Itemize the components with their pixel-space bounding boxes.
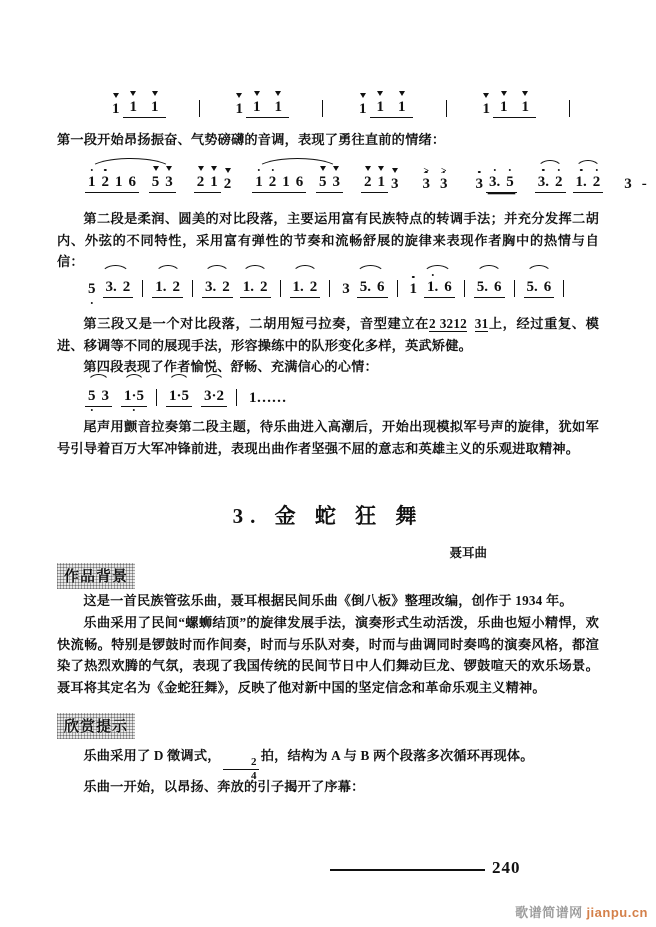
note: 2 xyxy=(266,173,280,191)
measure xyxy=(474,278,505,298)
beamed-group xyxy=(85,173,139,193)
measure xyxy=(480,98,537,118)
paragraph-section-four: 第四段表现了作者愉悦、舒畅、充满信心的心情： xyxy=(83,359,378,374)
note: 1 xyxy=(282,174,290,190)
bar-line xyxy=(446,100,447,117)
note: - xyxy=(641,176,647,192)
bar-line xyxy=(280,280,281,297)
time-signature-numerator: 2 xyxy=(223,757,259,770)
note: 1 xyxy=(370,98,392,116)
note: 2 xyxy=(194,173,208,191)
note: 3·2 xyxy=(204,388,225,404)
beamed-group xyxy=(246,98,289,118)
section-tips-heading xyxy=(57,713,135,739)
beamed-group xyxy=(194,173,221,193)
note: 5. xyxy=(526,279,538,295)
beamed-group xyxy=(240,278,271,298)
bar-line xyxy=(236,389,237,406)
slurred-group xyxy=(474,278,505,298)
song-title: 3. 金 蛇 狂 舞 xyxy=(232,504,424,528)
note: 2 xyxy=(260,279,268,295)
beamed-group xyxy=(357,278,388,298)
slurred-group xyxy=(524,278,555,298)
note: 3. xyxy=(105,279,117,295)
note: 1 xyxy=(115,174,123,190)
section-background-paragraph-2: 乐曲采用了民间“螺蛳结顶”的旋律发展手法，演奏形式生动活泼，乐曲也短小精悍，欢快流畅。特别是锣鼓时而作间奏，时而与乐队对奏，时而与曲调同时奏鸣的演奏风格，都渲染了热烈欢腾的气氛，表现了我国传统的民间节日中人们舞动巨龙、锣鼓喧天的欢乐场景。聂耳将其定名为《金蛇狂舞》，反映了他对新中国的坚定信念和革命乐观主义精神。 xyxy=(57,615,599,695)
note: 1…… xyxy=(249,390,287,406)
beamed-group xyxy=(290,278,321,298)
beamed-group xyxy=(121,387,147,407)
measure xyxy=(361,173,402,193)
beamed-group xyxy=(370,98,413,118)
bar-line xyxy=(142,280,143,297)
note: 3. xyxy=(486,173,503,191)
slurred-group xyxy=(166,387,192,407)
measure xyxy=(85,278,133,298)
note: 1 xyxy=(123,98,145,116)
section-heading-badge: 作品背景 xyxy=(57,563,135,589)
note: 3 xyxy=(162,173,176,191)
beamed-group xyxy=(201,387,227,407)
beamed-group xyxy=(202,278,233,298)
watermark-url: jianpu.cn xyxy=(586,905,648,920)
bar-line xyxy=(329,280,330,297)
slurred-group xyxy=(240,278,271,298)
note: > 3 xyxy=(420,175,434,193)
tips-line-part-a: 乐曲采用了 D 徵调式， xyxy=(83,748,221,763)
page-number: 240 xyxy=(492,858,521,877)
note: 6 xyxy=(494,279,502,295)
note: 5. xyxy=(476,279,488,295)
note: 1 xyxy=(233,100,247,118)
note: 3. xyxy=(535,173,552,191)
note: 3 xyxy=(388,175,402,193)
note: 2 xyxy=(552,173,566,191)
measure xyxy=(356,98,413,118)
section-background-heading xyxy=(57,563,135,589)
section-background-paragraph-1: 这是一首民族管弦乐曲，聂耳根据民间乐曲《倒八板》整理改编，创作于 1934 年。 xyxy=(83,593,573,608)
note: 5 xyxy=(85,387,99,405)
beamed-group xyxy=(252,173,306,193)
note: 3 xyxy=(624,176,632,192)
measure xyxy=(85,173,176,193)
inline-notation-one: 2 3212 xyxy=(429,316,467,331)
note: 2 xyxy=(590,173,604,191)
note: 1 xyxy=(246,98,268,116)
note: 1 xyxy=(268,98,290,116)
beamed-group xyxy=(474,278,505,298)
section-tips-paragraph-2: 乐曲一开始，以昂扬、奔放的引子揭开了序幕： xyxy=(83,779,365,794)
paragraph-three-part-a: 第三段又是一个对比段落，二胡用短弓拉奏，音型建立在 xyxy=(83,316,430,331)
note: 1 xyxy=(109,100,123,118)
beamed-group xyxy=(486,173,517,193)
note: 1 xyxy=(356,100,370,118)
measure xyxy=(524,278,555,298)
beamed-group xyxy=(166,387,192,407)
measure xyxy=(152,278,183,298)
bar-line xyxy=(322,100,323,117)
bar-line xyxy=(199,100,200,117)
slurred-group xyxy=(573,173,604,193)
paragraph-section-one: 第一段开始昂扬振奋、气势磅礴的音调，表现了勇往直前的情绪： xyxy=(57,132,446,147)
site-watermark xyxy=(515,902,648,921)
beamed-group xyxy=(493,98,536,118)
measure xyxy=(420,175,455,193)
tips-line-part-b: 拍，结构为 A 与 B 两个段落多次循环再现体。 xyxy=(260,748,534,763)
note: 1 xyxy=(85,173,99,191)
beamed-group xyxy=(424,278,455,298)
footer-rule xyxy=(330,869,485,871)
bar-line xyxy=(464,280,465,297)
measure xyxy=(85,387,147,407)
note: 1. xyxy=(292,279,304,295)
note: 1 xyxy=(407,280,421,298)
measure xyxy=(109,98,166,118)
note: > 3 xyxy=(433,175,455,193)
note: 1 xyxy=(252,173,266,191)
measure xyxy=(194,173,235,193)
inline-notation-two: 31 xyxy=(474,316,489,331)
slurred-group xyxy=(290,278,321,298)
beamed-group xyxy=(103,278,134,298)
paragraph-section-three xyxy=(57,313,599,356)
note: 2 xyxy=(172,279,180,295)
measure xyxy=(233,98,290,118)
slurred-group xyxy=(121,387,147,407)
note: 1 xyxy=(144,98,166,116)
note: 5. xyxy=(359,279,371,295)
note: 5 xyxy=(503,173,517,191)
bar-line xyxy=(569,100,570,117)
note: 2 xyxy=(99,173,113,191)
measure xyxy=(252,173,343,193)
measure xyxy=(535,173,604,193)
beamed-group xyxy=(85,387,112,407)
bar-line xyxy=(397,280,398,297)
note: 3 xyxy=(342,281,350,297)
slurred-group xyxy=(99,278,134,298)
paragraph-coda: 尾声用颤音拉奏第二段主题，待乐曲进入高潮后，开始出现模拟军号声的旋律，犹如军号引导着百万大军冲锋前进，表现出曲作者坚强不屈的意志和英雄主义的乐观进取精神。 xyxy=(57,419,599,456)
measure xyxy=(473,173,517,193)
note: 5 xyxy=(85,280,99,298)
note: 2 xyxy=(222,279,230,295)
beamed-group xyxy=(149,173,176,193)
beamed-group xyxy=(316,173,343,193)
note: 2 xyxy=(361,173,375,191)
note: 1. xyxy=(155,279,167,295)
note: 1 xyxy=(515,98,537,116)
notation-row-top xyxy=(57,98,599,118)
beamed-group xyxy=(573,173,604,193)
note: 1·5 xyxy=(169,388,190,404)
composer-credit: 聂耳曲 xyxy=(449,546,487,560)
bar-line xyxy=(514,280,515,297)
note: 6 xyxy=(543,279,552,295)
note: 2 xyxy=(221,175,235,193)
note: 6 xyxy=(295,174,304,190)
note: 3 xyxy=(101,388,109,404)
measure xyxy=(166,387,227,407)
measure xyxy=(339,278,387,298)
note: 5 xyxy=(149,173,163,191)
slurred-group xyxy=(420,278,455,298)
slurred-group xyxy=(353,278,388,298)
beamed-group xyxy=(361,173,388,193)
paragraph-section-two: 第二段是柔润、圆美的对比段落，主要运用富有民族特点的转调手法；并充分发挥二胡内、外弦的不同特性，采用富有弹性的节奏和流畅舒展的旋律来表现作者胸中的热情与自信： xyxy=(57,211,599,269)
note: 2 xyxy=(122,279,131,295)
note: 6 xyxy=(128,174,136,190)
note: 6 xyxy=(377,279,385,295)
bar-line xyxy=(192,280,193,297)
measure xyxy=(246,389,290,407)
watermark-site-name: 歌谱简谱网 xyxy=(515,905,583,920)
beamed-group xyxy=(535,173,566,193)
notation-row-second-section xyxy=(57,173,647,193)
time-signature-denominator: 4 xyxy=(251,769,257,782)
note: 3 xyxy=(330,173,344,191)
slurred-group xyxy=(201,387,227,407)
slurred-group xyxy=(202,278,233,298)
note: 1 xyxy=(375,173,389,191)
paragraph-three-part-b: 上，经过重复、模进、移调等不同的展现手法，形容操练中的队形变化多样，英武矫健。 xyxy=(57,316,599,353)
note: 1 xyxy=(207,173,221,191)
bar-line xyxy=(563,280,564,297)
measure xyxy=(621,175,654,193)
note: 1·5 xyxy=(121,387,147,405)
slurred-group xyxy=(152,278,183,298)
note: 1. xyxy=(242,279,254,295)
note: 1 xyxy=(493,98,515,116)
section-heading-badge: 欣赏提示 xyxy=(57,713,135,739)
beamed-group xyxy=(524,278,555,298)
note: 6 xyxy=(444,279,452,295)
note: 1 xyxy=(480,100,494,118)
bar-line xyxy=(156,389,157,406)
note: 1. xyxy=(424,278,441,296)
measure xyxy=(202,278,271,298)
beamed-group xyxy=(123,98,166,118)
note: 5 xyxy=(316,173,330,191)
note: 3 xyxy=(473,175,487,193)
measure xyxy=(407,278,455,298)
beamed-group xyxy=(152,278,183,298)
note: 1. xyxy=(573,173,590,191)
note: 1 xyxy=(391,98,413,116)
slurred-group xyxy=(85,387,112,407)
notation-row-third-section xyxy=(57,278,599,298)
note: 2 xyxy=(309,279,318,295)
note: 3. xyxy=(205,279,217,295)
notation-row-fourth-section xyxy=(57,387,599,407)
measure xyxy=(290,278,321,298)
slurred-group xyxy=(535,173,566,193)
